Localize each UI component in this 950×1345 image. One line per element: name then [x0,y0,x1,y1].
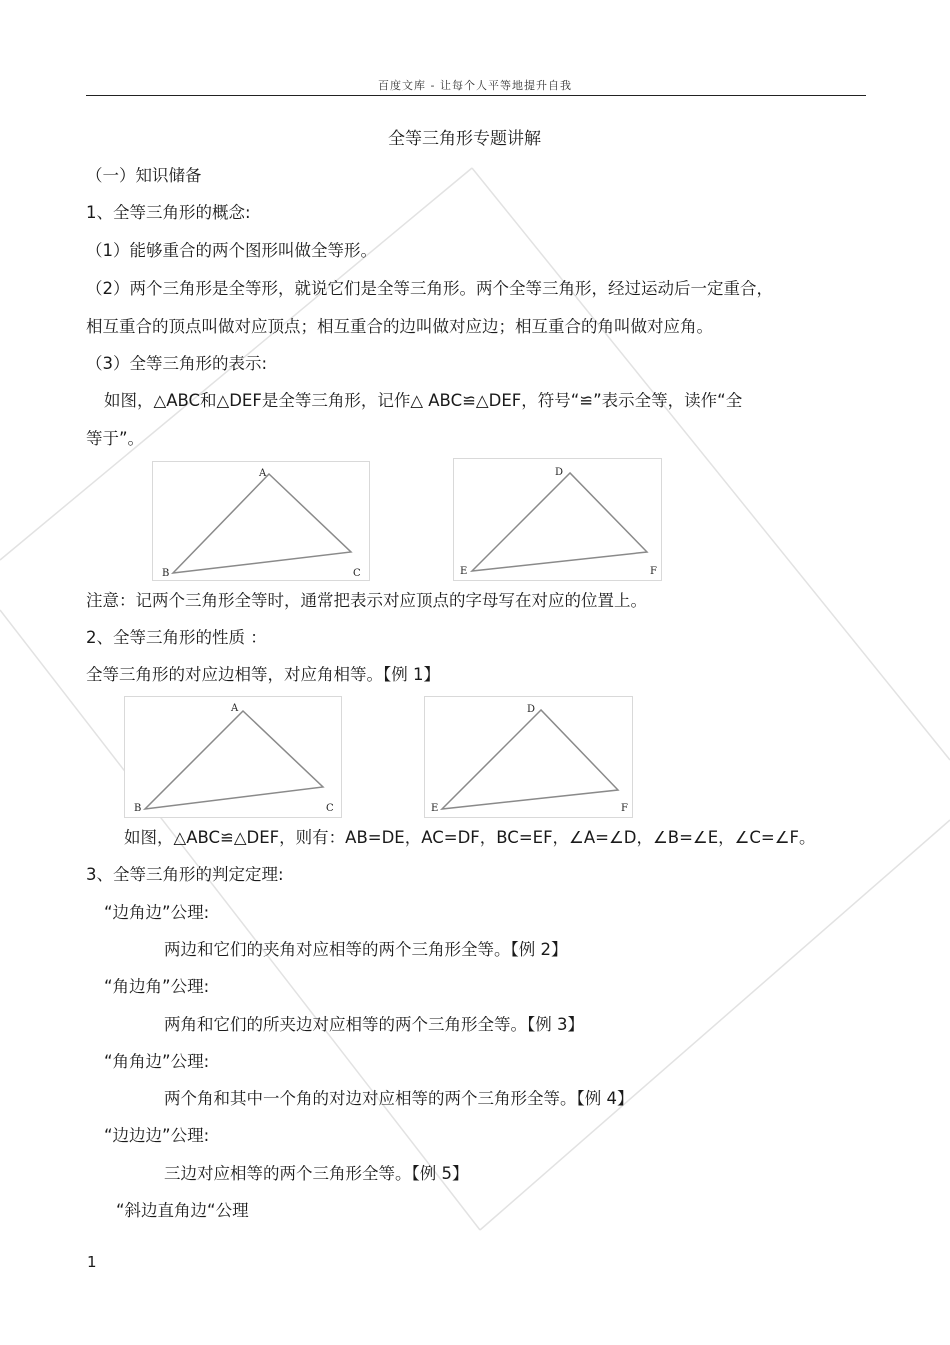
vertex-label-e: E [431,803,439,814]
vertex-label-f: F [621,803,628,814]
vertex-label-a: A [231,703,239,714]
criterion-name-sas: “边角边”公理: [104,903,210,922]
concept-item-1: （1）能够重合的两个图形叫做全等形。 [86,241,377,260]
section-heading: （一）知识储备 [86,166,202,185]
property-conclusion: 如图，△ABC≌△DEF，则有：AB=DE，AC=DF，BC=EF，∠A=∠D，∠B=∠E，∠C=∠F。 [124,828,816,847]
notation-line2: 等于”。 [86,429,145,448]
vertex-label-e: E [460,566,468,577]
triangle-def-figure [453,458,662,581]
triangle-abc-figure-2 [124,696,342,818]
property-text: 全等三角形的对应边相等，对应角相等。【例 1】 [86,665,440,684]
vertex-label-b: B [162,568,170,579]
concept-item-2-line2: 相互重合的顶点叫做对应顶点；相互重合的边叫做对应边；相互重合的角叫做对应角。 [86,317,713,336]
criterion-name-aas: “角角边”公理: [104,1052,210,1071]
page-header: 百度文库 - 让每个人平等地提升自我 [378,79,572,92]
vertex-label-b: B [134,803,142,814]
criterion-text-asa: 两角和它们的所夹边对应相等的两个三角形全等。【例 3】 [164,1015,584,1034]
concept-item-2-line1: （2）两个三角形是全等形，就说它们是全等三角形。两个全等三角形，经过运动后一定重合， [86,279,773,298]
concept-item-3: （3）全等三角形的表示: [86,354,268,373]
vertex-label-f: F [650,566,657,577]
triangle-abc-figure [152,461,370,581]
vertex-label-d: D [555,467,564,478]
criterion-name-sss: “边边边”公理: [104,1126,210,1145]
criterion-text-sss: 三边对应相等的两个三角形全等。【例 5】 [164,1164,469,1183]
document-title: 全等三角形专题讲解 [388,129,541,149]
page-number: 1 [87,1253,97,1271]
property-heading: 2、全等三角形的性质 ： [86,628,267,647]
criteria-heading: 3、全等三角形的判定定理: [86,865,284,884]
header-rule [86,95,866,96]
vertex-label-d: D [527,704,536,715]
triangle-def-figure-2 [424,696,633,818]
criterion-name-hl: “斜边直角边“公理 [116,1201,249,1220]
concept-heading: 1、全等三角形的概念: [86,203,251,222]
notation-note: 注意：记两个三角形全等时，通常把表示对应顶点的字母写在对应的位置上。 [86,591,647,610]
criterion-text-aas: 两个角和其中一个角的对边对应相等的两个三角形全等。【例 4】 [164,1089,634,1108]
notation-line1: 如图，△ABC和△DEF是全等三角形，记作△ ABC≌△DEF，符号“≌”表示全等，读作“全 [104,391,743,410]
vertex-label-c: C [353,568,361,579]
criterion-name-asa: “角边角”公理: [104,977,210,996]
vertex-label-a: A [259,468,267,479]
vertex-label-c: C [326,803,334,814]
criterion-text-sas: 两边和它们的夹角对应相等的两个三角形全等。【例 2】 [164,940,568,959]
